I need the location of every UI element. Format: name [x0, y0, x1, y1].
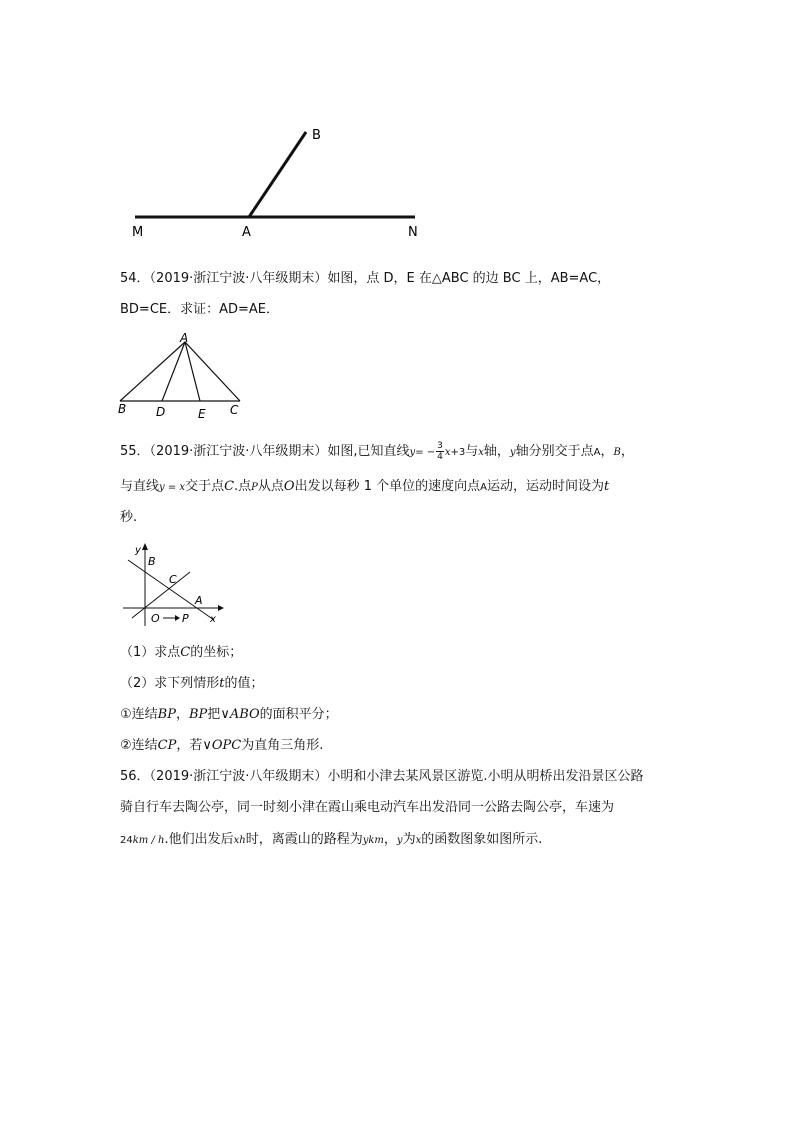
label-m: M — [132, 225, 144, 240]
label-a: A — [195, 594, 203, 607]
q54-line2: BD=CE．求证：AD=AE． — [120, 302, 280, 317]
angle-figure — [120, 120, 430, 245]
label-o: O — [151, 612, 160, 625]
q55-part2: （2）求下列情形t的值； — [120, 676, 264, 691]
q55-part2-case2: ②连结CP，若∨OPC为直角三角形. — [120, 738, 324, 753]
q54-line1: 54．（2019·浙江宁波·八年级期末）如图，点 D，E 在△ABC 的边 BC 上，AB=AC， — [120, 271, 611, 286]
q55-line3: 秒. — [120, 510, 138, 525]
q55-line2: 与直线y = x交于点C.点P从点O出发以每秒 1 个单位的速度向点A运动，运动时间设为t — [120, 479, 610, 494]
q56-line3: 24km / h.他们出发后xh时，离霞山的路程为ykm，y为x的函数图象如图所示. — [120, 832, 543, 847]
label-c: C — [230, 403, 239, 417]
x-axis-arrow — [218, 605, 224, 611]
segment-ad — [162, 342, 185, 401]
q55-part2-case1: ①连结BP，BP把∨ABO的面积平分； — [120, 707, 338, 722]
triangle-abc — [120, 342, 240, 401]
label-c: C — [169, 573, 177, 586]
label-b: B — [312, 128, 321, 143]
ray-ab — [249, 132, 306, 217]
q56-line2: 骑自行车去陶公亭，同一时刻小津在霞山乘电动汽车出发沿同一公路去陶公亭，车速为 — [120, 800, 615, 815]
label-y: y — [135, 545, 141, 556]
y-axis-arrow — [142, 543, 148, 550]
label-d: D — [156, 405, 166, 419]
label-a: A — [180, 331, 189, 345]
label-n: N — [408, 225, 418, 240]
q55-line1: 55．（2019·浙江宁波·八年级期末）如图,已知直线y= − $\frac{3}{4}$ x+3与x轴，y轴分别交于点A，B， — [120, 441, 634, 462]
coordinate-figure — [118, 538, 228, 630]
arrow-op-head — [175, 615, 180, 621]
label-e: E — [198, 407, 206, 421]
q56-line1: 56．（2019·浙江宁波·八年级期末）小明和小津去某风景区游览.小明从明桥出发沿景区公路 — [120, 769, 644, 784]
label-a: A — [242, 225, 251, 240]
label-b: B — [148, 555, 156, 568]
fraction: $\frac{3}{4}$ — [437, 441, 443, 462]
q55-part1: （1）求点C的坐标； — [120, 645, 243, 660]
label-p: P — [182, 612, 189, 625]
label-x: x — [210, 614, 216, 625]
triangle-figure — [115, 330, 255, 422]
label-b: B — [118, 402, 127, 416]
